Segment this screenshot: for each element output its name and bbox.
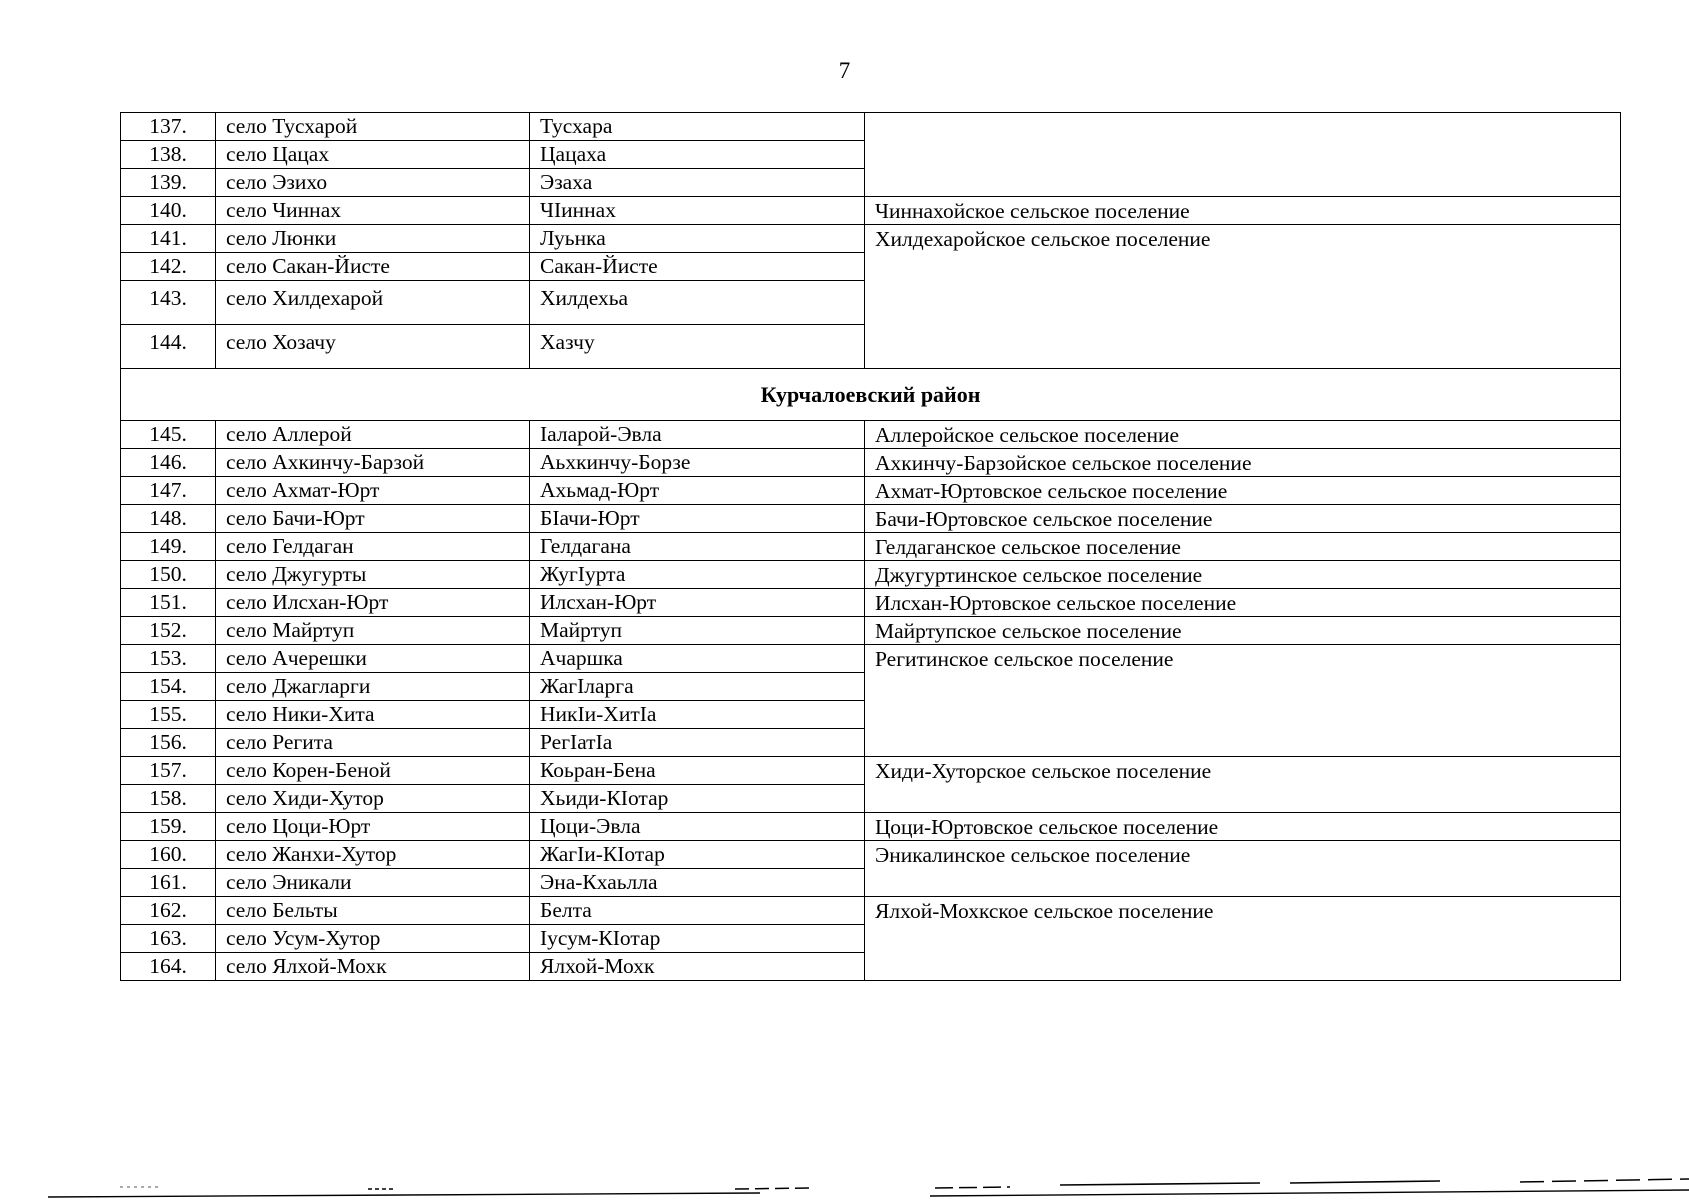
chechen-name: Луьнка — [530, 225, 865, 253]
row-number: 154. — [121, 673, 216, 701]
village-name: село Ачерешки — [216, 645, 530, 673]
village-name: село Ники-Хита — [216, 701, 530, 729]
village-name: село Бачи-Юрт — [216, 505, 530, 533]
village-name: село Люнки — [216, 225, 530, 253]
chechen-name: Ялхой-Мохк — [530, 953, 865, 981]
row-number: 148. — [121, 505, 216, 533]
chechen-name: Хьиди-КIотар — [530, 785, 865, 813]
village-name: село Джагларги — [216, 673, 530, 701]
settlement-name: Гелдаганское сельское поселение — [865, 533, 1621, 561]
settlement-name: Ялхой-Мохкское сельское поселение — [865, 897, 1621, 981]
village-name: село Аллерой — [216, 421, 530, 449]
chechen-name: Эзаха — [530, 169, 865, 197]
chechen-name: Сакан-Йисте — [530, 253, 865, 281]
chechen-name: ЧIиннах — [530, 197, 865, 225]
row-number: 140. — [121, 197, 216, 225]
village-name: село Тусхарой — [216, 113, 530, 141]
row-number: 138. — [121, 141, 216, 169]
village-name: село Сакан-Йисте — [216, 253, 530, 281]
settlement-name: Илсхан-Юртовское сельское поселение — [865, 589, 1621, 617]
village-name: село Регита — [216, 729, 530, 757]
row-number: 161. — [121, 869, 216, 897]
table-row — [121, 841, 1621, 869]
table-row — [121, 477, 1621, 505]
table-row — [121, 225, 1621, 253]
settlement-name: Аллеройское сельское поселение — [865, 421, 1621, 449]
village-name: село Цоци-Юрт — [216, 813, 530, 841]
table-row — [121, 617, 1621, 645]
chechen-name: ЖагIларга — [530, 673, 865, 701]
settlement-name: Хилдехаройское сельское поселение — [865, 225, 1621, 369]
chechen-name: Iусум-КIотар — [530, 925, 865, 953]
table-row — [121, 561, 1621, 589]
village-name: село Илсхан-Юрт — [216, 589, 530, 617]
scan-artifact-lines — [0, 1168, 1689, 1200]
row-number: 141. — [121, 225, 216, 253]
table-row — [121, 589, 1621, 617]
village-name: село Хозачу — [216, 325, 530, 369]
village-name: село Ахмат-Юрт — [216, 477, 530, 505]
table-row — [121, 645, 1621, 673]
chechen-name: Цацаха — [530, 141, 865, 169]
table-row — [121, 449, 1621, 477]
row-number: 145. — [121, 421, 216, 449]
settlement-name: Ахкинчу-Барзойское сельское поселение — [865, 449, 1621, 477]
row-number: 156. — [121, 729, 216, 757]
row-number: 159. — [121, 813, 216, 841]
chechen-name: Ахьмад-Юрт — [530, 477, 865, 505]
district-heading: Курчалоевский район — [121, 369, 1621, 421]
village-name: село Ахкинчу-Барзой — [216, 449, 530, 477]
settlement-name: Джугуртинское сельское поселение — [865, 561, 1621, 589]
settlement-name: Ахмат-Юртовское сельское поселение — [865, 477, 1621, 505]
table-row — [121, 813, 1621, 841]
chechen-name: Белта — [530, 897, 865, 925]
chechen-name: Iаларой-Эвла — [530, 421, 865, 449]
chechen-name: Гелдагана — [530, 533, 865, 561]
row-number: 147. — [121, 477, 216, 505]
chechen-name: Эна-Кхаьлла — [530, 869, 865, 897]
village-name: село Джугурты — [216, 561, 530, 589]
chechen-name: Майртуп — [530, 617, 865, 645]
settlement-name: Чиннахойское сельское поселение — [865, 197, 1621, 225]
chechen-name: Хазчу — [530, 325, 865, 369]
village-name: село Ялхой-Мохк — [216, 953, 530, 981]
row-number: 153. — [121, 645, 216, 673]
village-name: село Майртуп — [216, 617, 530, 645]
settlements-table — [120, 112, 1621, 981]
village-name: село Хилдехарой — [216, 281, 530, 325]
table-row — [121, 897, 1621, 925]
page-number: 7 — [838, 58, 851, 83]
chechen-name: Ачаршка — [530, 645, 865, 673]
village-name: село Цацах — [216, 141, 530, 169]
chechen-name: НикIи-ХитIа — [530, 701, 865, 729]
district-heading-row — [121, 369, 1621, 421]
row-number: 146. — [121, 449, 216, 477]
table-row — [121, 533, 1621, 561]
row-number: 160. — [121, 841, 216, 869]
chechen-name: Коьран-Бена — [530, 757, 865, 785]
table-row — [121, 757, 1621, 785]
settlement-empty — [865, 113, 1621, 197]
village-name: село Чиннах — [216, 197, 530, 225]
table-row — [121, 113, 1621, 141]
table-row — [121, 421, 1621, 449]
chechen-name: Тусхара — [530, 113, 865, 141]
row-number: 142. — [121, 253, 216, 281]
row-number: 163. — [121, 925, 216, 953]
village-name: село Эникали — [216, 869, 530, 897]
chechen-name: ЖугIурта — [530, 561, 865, 589]
settlement-name: Эникалинское сельское поселение — [865, 841, 1621, 897]
row-number: 137. — [121, 113, 216, 141]
chechen-name: Илсхан-Юрт — [530, 589, 865, 617]
chechen-name: Хилдехьа — [530, 281, 865, 325]
settlement-name: Хиди-Хуторское сельское поселение — [865, 757, 1621, 813]
row-number: 144. — [121, 325, 216, 369]
row-number: 151. — [121, 589, 216, 617]
village-name: село Эзихо — [216, 169, 530, 197]
settlement-name: Регитинское сельское поселение — [865, 645, 1621, 757]
village-name: село Жанхи-Хутор — [216, 841, 530, 869]
row-number: 150. — [121, 561, 216, 589]
row-number: 155. — [121, 701, 216, 729]
chechen-name: РегIатIа — [530, 729, 865, 757]
row-number: 157. — [121, 757, 216, 785]
row-number: 164. — [121, 953, 216, 981]
row-number: 158. — [121, 785, 216, 813]
village-name: село Бельты — [216, 897, 530, 925]
settlement-name: Бачи-Юртовское сельское поселение — [865, 505, 1621, 533]
row-number: 149. — [121, 533, 216, 561]
settlement-name: Майртупское сельское поселение — [865, 617, 1621, 645]
chechen-name: ЖагIи-КIотар — [530, 841, 865, 869]
chechen-name: БIачи-Юрт — [530, 505, 865, 533]
table-row — [121, 505, 1621, 533]
row-number: 139. — [121, 169, 216, 197]
row-number: 152. — [121, 617, 216, 645]
chechen-name: Цоци-Эвла — [530, 813, 865, 841]
row-number: 162. — [121, 897, 216, 925]
row-number: 143. — [121, 281, 216, 325]
settlement-name: Цоци-Юртовское сельское поселение — [865, 813, 1621, 841]
village-name: село Корен-Беной — [216, 757, 530, 785]
village-name: село Хиди-Хутор — [216, 785, 530, 813]
table-row — [121, 197, 1621, 225]
village-name: село Гелдаган — [216, 533, 530, 561]
chechen-name: Аьхкинчу-Борзе — [530, 449, 865, 477]
village-name: село Усум-Хутор — [216, 925, 530, 953]
